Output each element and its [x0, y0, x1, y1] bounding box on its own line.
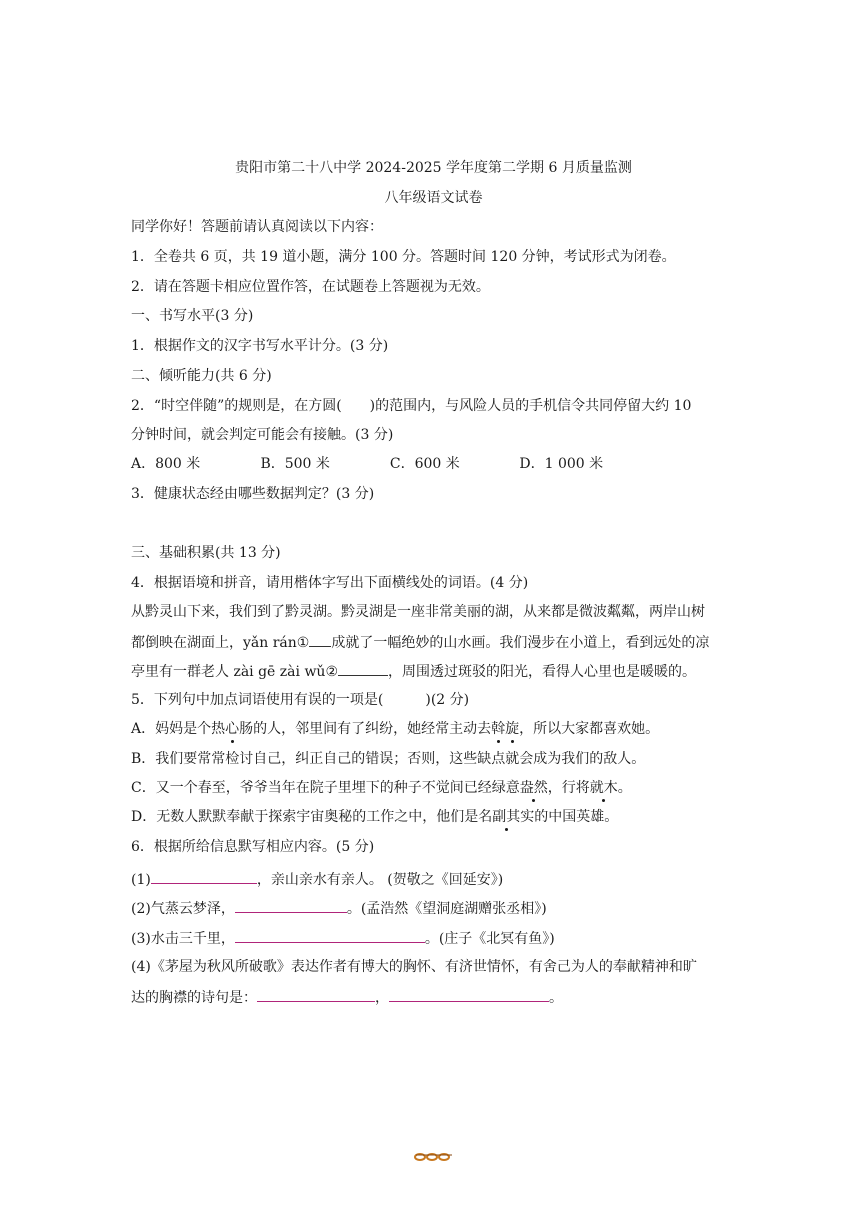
- question-6-item-3: [131, 928, 555, 949]
- item-3-suffix: 。(庄子《北冥有鱼》): [424, 931, 555, 947]
- fill-blank[interactable]: [235, 898, 347, 913]
- question-5-option-b: B．我们要常常检讨自己，纠正自己的错误；否则，这些缺点就会成为我们的敌人。: [131, 751, 646, 767]
- question-3: 3．健康状态经由哪些数据判定？(3 分): [131, 486, 375, 502]
- option-c-text: C．又一个春至，爷爷当年在院子里埋下的种子不觉间已经绿意: [131, 780, 520, 796]
- exam-subtitle: 八年级语文试卷: [384, 190, 483, 206]
- option-c-text-end: 。: [617, 780, 632, 796]
- section1-heading: 一、书写水平(3 分): [131, 308, 254, 324]
- item-4-suffix: 。: [549, 990, 563, 1006]
- dotted-char: 斡: [491, 721, 506, 737]
- item-3-prefix: (3)水击三千里，: [131, 931, 235, 947]
- item-2-suffix: 。(孟浩然《望洞庭湖赠张丞相》): [346, 901, 547, 917]
- answer-blank-2[interactable]: [338, 661, 388, 676]
- question-4-passage-1: 从黔灵山下来，我们到了黔灵湖。黔灵湖是一座非常美丽的湖，从来都是微波粼粼，两岸山树: [131, 604, 705, 620]
- question-5-option-a: [131, 719, 659, 739]
- question-6-item-1: [131, 869, 503, 890]
- option-a-text-mid: 肠的人，邻里间有了纠纷，她经常主动去: [239, 721, 492, 737]
- item-1-suffix: ，亲山亲水有亲人。 (贺敬之《回延安》): [256, 872, 504, 888]
- question-4-passage-3: [131, 661, 696, 682]
- question-6-item-2: [131, 898, 547, 919]
- option-d: D．1 000 米: [519, 456, 604, 472]
- question-5-option-d: [131, 807, 618, 827]
- question-5-stem: 5．下列句中加点词语使用有误的一项是( )(2 分): [131, 692, 470, 708]
- dotted-char: 心: [225, 721, 240, 737]
- intro-greeting: 同学你好！答题前请认真阅读以下内容：: [131, 219, 383, 235]
- option-b: B．500 米: [260, 456, 330, 472]
- option-a-text-end: ，所以大家都喜欢她。: [519, 721, 660, 737]
- question-4-stem: 4．根据语境和拼音，请用楷体字写出下面横线处的词语。(4 分): [131, 575, 529, 591]
- option-c: C．600 米: [389, 456, 460, 472]
- passage-3-before: 亭里有一群老人 zài gē zài wǔ②: [131, 664, 338, 680]
- item-1-prefix: (1): [131, 872, 151, 888]
- question-1: 1．根据作文的汉字书写水平计分。(3 分): [131, 338, 389, 354]
- dotted-word: 盎然: [519, 780, 548, 796]
- dotted-word: 就木: [589, 780, 618, 796]
- fill-blank[interactable]: [389, 987, 549, 1002]
- option-c-text-mid: ，行将: [547, 780, 590, 796]
- intro-note-2: 2．请在答题卡相应位置作答，在试题卷上答题视为无效。: [131, 279, 490, 295]
- item-4-prefix: 达的胸襟的诗句是：: [131, 990, 257, 1006]
- intro-note-1: 1．全卷共 6 页，共 19 道小题，满分 100 分。答题时间 120 分钟，考试形式为闭卷。: [131, 249, 676, 265]
- option-a-text: A．妈妈是个热: [131, 721, 226, 737]
- option-a: A．800 米: [131, 456, 201, 472]
- item-2-prefix: (2)气蒸云梦泽，: [131, 901, 235, 917]
- exam-title: 贵阳市第二十八中学 2024-2025 学年度第二学期 6 月质量监测: [235, 160, 632, 176]
- question-5-option-c: [131, 778, 632, 798]
- question-4-passage-2: [131, 632, 709, 653]
- fill-blank[interactable]: [235, 928, 425, 943]
- dotted-word: 名副其实: [478, 809, 535, 825]
- question-6-item-4-line1: (4)《茅屋为秋风所破歌》表达作者有博大的胸怀、有济世情怀，有舍己为人的奉献精神和旷: [131, 959, 697, 975]
- fill-blank[interactable]: [151, 869, 257, 884]
- decorative-footer-icon: [414, 1152, 454, 1162]
- question-2-line1: 2．“时空伴随”的规则是，在方圆( )的范围内，与风险人员的手机信令共同停留大约 10: [131, 398, 692, 414]
- section3-heading: 三、基础积累(共 13 分): [131, 545, 281, 561]
- question-6-item-4-line2: [131, 987, 563, 1008]
- option-d-text: D．无数人默默奉献于探索宇宙奥秘的工作之中，他们是: [131, 809, 479, 825]
- passage-2-before: 都倒映在湖面上，yǎn rán①: [131, 635, 310, 651]
- passage-2-after: 成就了一幅绝妙的山水画。我们漫步在小道上，看到远处的凉: [331, 635, 710, 651]
- passage-3-after: ，周围透过斑驳的阳光，看得人心里也是暖暖的。: [388, 664, 696, 680]
- question-2-options: [131, 454, 603, 474]
- dotted-char: 旋: [505, 721, 520, 737]
- answer-blank-1[interactable]: [309, 632, 331, 647]
- fill-blank[interactable]: [257, 987, 375, 1002]
- section2-heading: 二、倾听能力(共 6 分): [131, 368, 272, 384]
- option-d-text-end: 的中国英雄。: [534, 809, 619, 825]
- question-2-line2: 分钟时间，就会判定可能会有接触。(3 分): [131, 427, 394, 443]
- question-6-stem: 6．根据所给信息默写相应内容。(5 分): [131, 839, 375, 855]
- item-4-comma: ，: [375, 990, 389, 1006]
